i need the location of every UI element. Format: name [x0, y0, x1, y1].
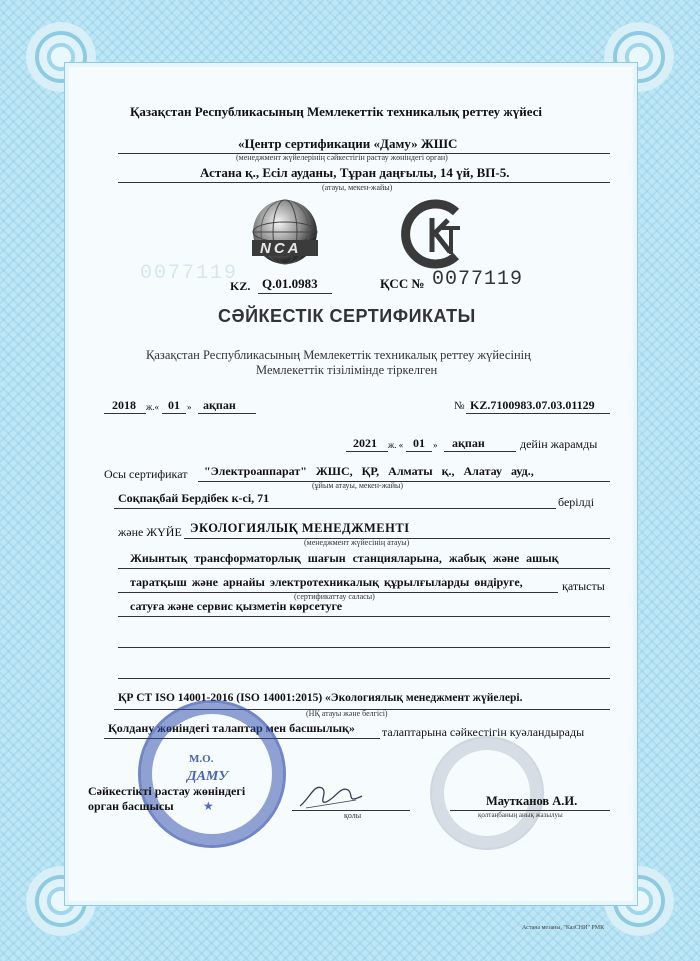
date-to-close: »: [433, 440, 438, 450]
watermark-number: 0077119: [140, 262, 239, 285]
signatory-title-line-1: Сәйкестікті растау жөніндегі: [88, 784, 246, 798]
standard-caption: (НҚ атауы және белгісі): [306, 709, 388, 718]
kss-mark-icon: [398, 198, 470, 270]
scope-line-3: сатуға және сервис қызметін көрсетуге: [130, 599, 343, 613]
signatory-name: Мауткaнов А.И.: [486, 794, 578, 808]
kss-logo: [398, 198, 470, 270]
globe-icon: [246, 196, 324, 274]
nca-logo-text: NCA: [260, 240, 302, 257]
kz-label: KZ.: [230, 279, 251, 293]
scope-line-1-underline: [118, 568, 610, 569]
date-to-day-underline: [406, 451, 432, 452]
scope-caption: (сертификаттау саласы): [294, 592, 375, 601]
org-name: «Центр сертификации «Даму» ЖШС: [238, 136, 458, 151]
scope-line-2: таратқыш және арнайы электротехникалық құрылғыларды өндіруге,: [130, 575, 523, 589]
date-to-zh: ж. «: [388, 440, 404, 450]
date-from-zh: ж.«: [146, 402, 159, 412]
standard-line-2: Қолдану жөніндегі талаптар мен басшылық»: [108, 721, 355, 735]
scope-related: қатысты: [562, 579, 605, 593]
registry-line-2: Мемлекеттік тізілімінде тіркелген: [256, 363, 438, 377]
registry-line-1: Қазақстан Республикасының Мемлекеттік техникалық реттеу жүйесінің: [146, 348, 531, 362]
kss-label: ҚСС №: [380, 276, 425, 291]
org-address: Астана қ., Есіл ауданы, Тұран даңғылы, 14 үй, ВП-5.: [200, 165, 510, 180]
scope-line-3-underline: [118, 616, 610, 617]
registration-number: KZ.7100983.07.03.01129: [470, 398, 595, 412]
system-value: ЭКОЛОГИЯЛЫҚ МЕНЕДЖМЕНТІ: [190, 521, 410, 535]
kz-number-underline: [258, 293, 332, 294]
registration-underline: [466, 413, 610, 414]
registration-no-label: №: [454, 400, 465, 412]
system-title: Қазақстан Республикасының Мемлекеттік техникалық реттеу жүйесі: [130, 104, 543, 119]
system-label: және ЖҮЙЕ: [118, 525, 182, 539]
issued-given: берілді: [558, 495, 595, 509]
date-to-month-underline: [444, 451, 516, 452]
date-to-suffix: дейін жарамды: [520, 437, 598, 451]
blank-line-2: [118, 678, 610, 679]
date-to-year-underline: [346, 451, 388, 452]
signatory-name-caption: қолтаңбаның анық жазылуы: [478, 811, 563, 819]
date-to-day: 01: [413, 436, 425, 450]
stamp-mp: М.О.: [189, 753, 214, 765]
address-caption: (атауы, мекен-жайы): [322, 183, 393, 192]
certificate-title: СӘЙКЕСТІК СЕРТИФИКАТЫ: [218, 306, 476, 326]
blank-line-1: [118, 647, 610, 648]
issued-street: Соқпақбай Бердібек к-сі, 71: [118, 491, 270, 505]
standard-line-1: ҚР СТ ISO 14001-2016 (ISO 14001:2015) «Экологиялық менеджмент жүйелері.: [118, 692, 523, 704]
signature-scribble: [296, 778, 366, 812]
kz-number: Q.01.0983: [262, 276, 318, 291]
date-to-month: ақпан: [452, 436, 485, 450]
issued-org: "Электроаппарат" ЖШС, ҚР, Алматы қ., Алатау ауд.,: [204, 464, 534, 478]
date-from-year-underline: [104, 413, 146, 414]
date-from-year: 2018: [112, 398, 136, 412]
kss-number: 0077119: [432, 268, 524, 291]
scope-line-1: Жиынтық трансформаторлық шағын станцияларына, жабық және ашық: [130, 551, 559, 565]
system-caption: (менеджмент жүйесінің атауы): [304, 538, 410, 547]
stamp-name: ДАМУ: [187, 769, 229, 784]
organization-stamp: [138, 700, 286, 848]
star-icon: ★: [203, 799, 214, 813]
date-from-month-underline: [198, 413, 256, 414]
date-from-close: »: [187, 402, 192, 412]
issued-org-underline: [198, 481, 610, 482]
standard-suffix: талаптарына сәйкестігін куәландырады: [382, 725, 585, 739]
issued-street-underline: [114, 508, 556, 509]
nca-logo: [246, 196, 324, 274]
signature-caption: қолы: [344, 811, 362, 820]
date-to-year: 2021: [353, 436, 377, 450]
issued-caption: (ұйым атауы, мекен-жайы): [312, 481, 404, 490]
date-from-day: 01: [168, 398, 180, 412]
org-caption: (менеджмент жүйелерінің сәйкестігін растау жөніндегі орган): [236, 153, 448, 162]
date-from-month: ақпан: [203, 398, 236, 412]
faint-stamp: [430, 736, 544, 850]
issued-label: Осы сертификат: [104, 467, 188, 481]
signatory-title-line-2: орган басшысы: [88, 799, 174, 813]
date-from-day-underline: [162, 413, 186, 414]
printer-note: Астана мезаны, "КазСНИ" РМК: [522, 925, 605, 931]
